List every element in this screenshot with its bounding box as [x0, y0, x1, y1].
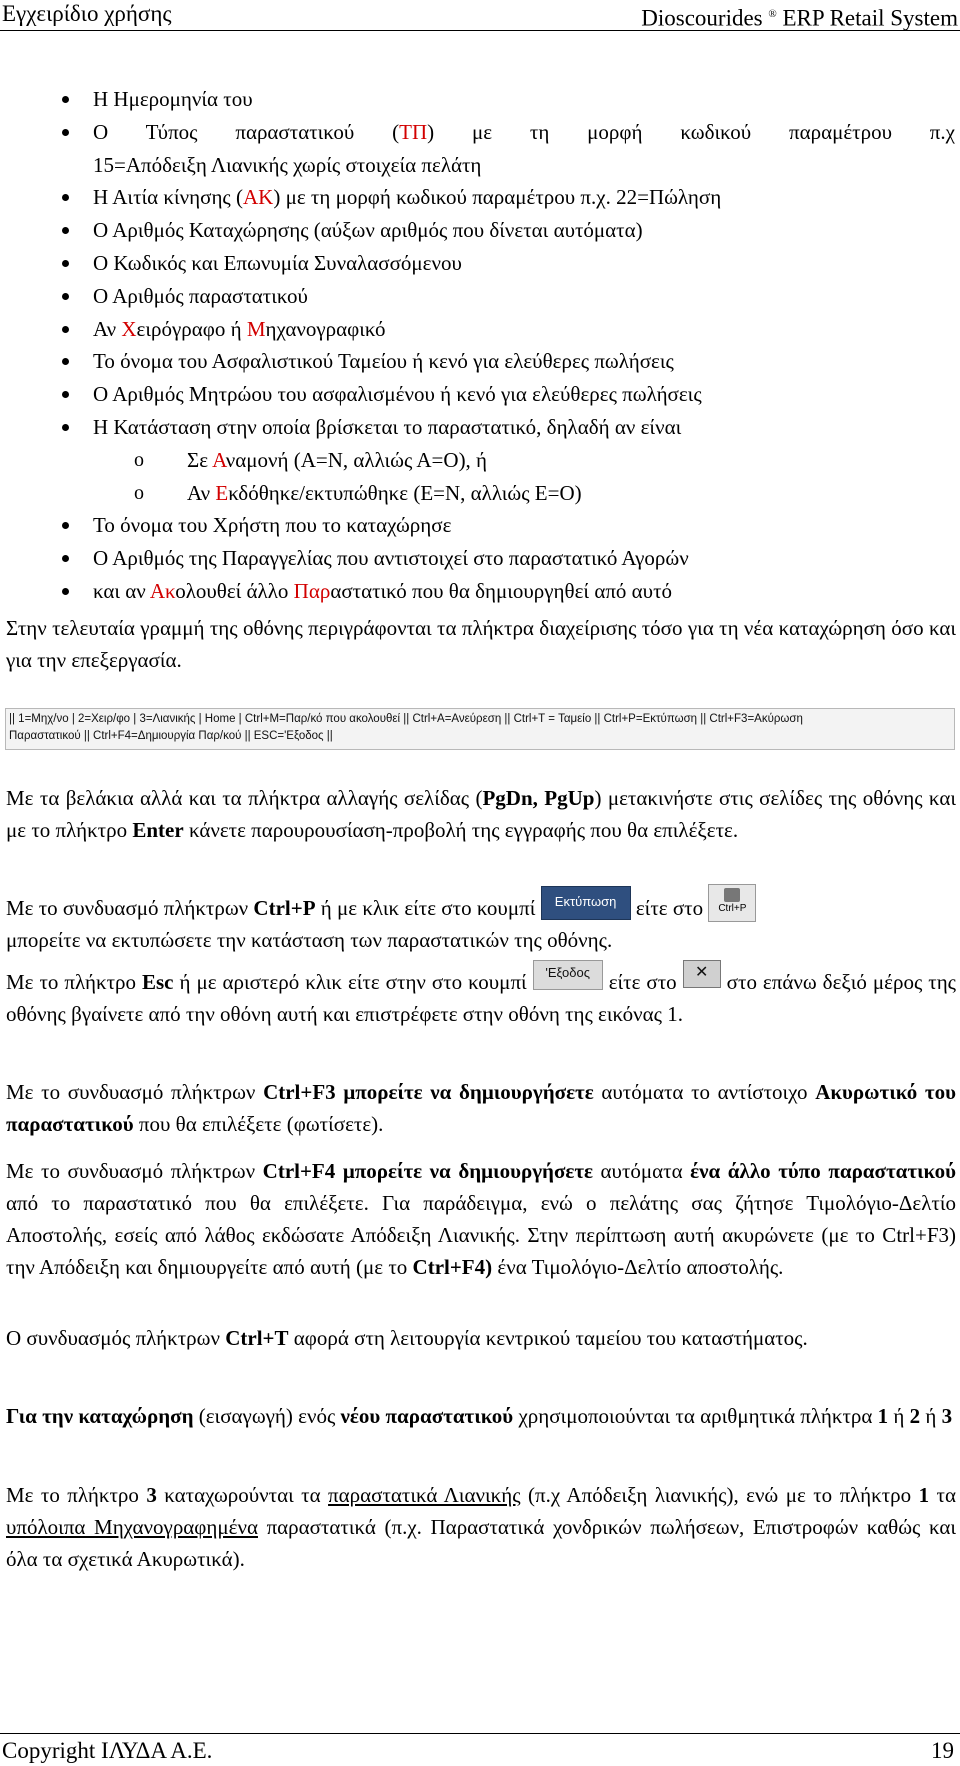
list-item: Ο Τύπος παραστατικού (ΤΠ) με τη μορφή κωδικού παραμέτρου π.χ [0, 116, 960, 149]
function-key-bar [5, 708, 955, 750]
sub-list-item: o Αν Εκδόθηκε/εκτυπώθηκε (Ε=Ν, αλλιώς Ε=Ο) [0, 477, 960, 510]
list-item-continuation: 15=Απόδειξη Λιανικής χωρίς στοιχεία πελάτη [93, 152, 482, 177]
list-item: Η Ημερομηνία του [0, 83, 960, 116]
list-item: Ο Κωδικός και Επωνυμία Συναλασσόμενου [0, 247, 960, 280]
paragraph-cancel: Με το συνδυασμό πλήκτρων Ctrl+F3 μπορείτε να δημιουργήσετε αυτόματα το αντίστοιχο Ακυρωτικό του παραστατικού που θα επιλέξετε (φωτίσετε). [6, 1080, 956, 1136]
list-item: Ο Αριθμός της Παραγγελίας που αντιστοιχεί στο παραστατικό Αγορών [0, 542, 960, 575]
print-button[interactable]: Εκτύπωση [541, 886, 631, 920]
list-item: Το όνομα του Χρήστη που το καταχώρησε [0, 509, 960, 542]
page-number: 19 [931, 1738, 954, 1763]
footer-copyright: Copyright ΙΛΥΔΑ Α.Ε. [2, 1738, 213, 1763]
list-item: Το όνομα του Ασφαλιστικού Ταμείου ή κενό για ελεύθερες πωλήσεις [0, 345, 960, 378]
paragraph-keys: Με το πλήκτρο 3 καταχωρούνται τα παραστατικά Λιανικής (π.χ Απόδειξη λιανικής), ενώ με το πλήκτρο 1 τα υπόλοιπα Μηχανογραφημένα παραστατικά (π.χ. Παραστατικά χονδρικών πωλήσεων, Επιστροφών καθώς και όλα τα σχετικά Ακυρωτικά). [6, 1483, 956, 1571]
close-icon[interactable]: ✕ [683, 960, 721, 988]
header-title: Εγχειρίδιο χρήσης [2, 1, 172, 26]
function-key-bar-line2: Παραστατικού || Ctrl+F4=Δημιουργία Παρ/κού || ESC='Εξοδος || [9, 730, 333, 742]
paragraph-exit: Με το πλήκτρο Esc ή με αριστερό κλικ είτε στην στο κουμπί 'Εξοδος είτε στο ✕ στο επάνω δεξιό μέρος της οθόνης βγαίνετε από την οθόνη αυτή και επιστρέφετε στην οθόνη της εικόνας 1. [6, 966, 956, 1030]
exit-button[interactable]: 'Εξοδος [533, 960, 603, 990]
list-item: Η Κατάσταση στην οποία βρίσκεται το παραστατικό, δηλαδή αν είναι [0, 411, 960, 444]
page-header [0, 0, 960, 31]
header-product: Dioscourides ® ERP Retail System [641, 5, 958, 31]
list-item: Ο Αριθμός Καταχώρησης (αύξων αριθμός που δίνεται αυτόματα) [0, 214, 960, 247]
page-footer [0, 1733, 960, 1766]
list-item: Αν Χειρόγραφο ή Μηχανογραφικό [0, 313, 960, 346]
list-item: Ο Αριθμός Μητρώου του ασφαλισμένου ή κενό για ελεύθερες πωλήσεις [0, 378, 960, 411]
paragraph-navigation: Με τα βελάκια αλλά και τα πλήκτρα αλλαγής σελίδας (PgDn, PgUp) μετακινήστε στις σελίδες της οθόνης και με το πλήκτρο Enter κάνετε παρουρουσίαση-προβολή της εγγραφής που θα επιλέξετε. [6, 786, 956, 842]
sub-list-item: o Σε Αναμονή (Α=Ν, αλλιώς Α=Ο), ή [0, 444, 960, 477]
paragraph-new-entry: Για την καταχώρηση (εισαγωγή) ενός νέου παραστατικού χρησιμοποιούνται τα αριθμητικά πλήκτρα 1 ή 2 ή 3 [6, 1404, 953, 1428]
printer-icon [724, 888, 740, 902]
paragraph-intro: Στην τελευταία γραμμή της οθόνης περιγράφονται τα πλήκτρα διαχείρισης τόσο για τη νέα καταχώρηση όσο και για την επεξεργασία. [6, 616, 956, 672]
field-list [0, 83, 960, 608]
paragraph-convert: Με το συνδυασμό πλήκτρων Ctrl+F4 μπορείτε να δημιουργήσετε αυτόματα ένα άλλο τύπο παραστατικού από το παραστατικό που θα επιλέξετε. Για παράδειγμα, ενώ ο πελάτης σας ζήτησε Τιμολόγιο-Δελτίο Αποστολής, εσείς από λάθος εκδώσατε Απόδειξη Λιανικής. Στην περίπτωση αυτή ακυρώνετε (με το Ctrl+F3) την Απόδειξη και δημιουργείτε από αυτή (με το Ctrl+F4) ένα Τιμολόγιο-Δελτίο αποστολής. [6, 1159, 956, 1279]
list-item: και αν Ακολουθεί άλλο Παραστατικό που θα δημιουργηθεί από αυτό [0, 575, 960, 608]
list-item: Η Αιτία κίνησης (ΑΚ) με τη μορφή κωδικού παραμέτρου π.χ. 22=Πώληση [0, 181, 960, 214]
paragraph-cashier: Ο συνδυασμός πλήκτρων Ctrl+T αφορά στη λειτουργία κεντρικού ταμείου του καταστήματος. [6, 1326, 808, 1350]
function-key-bar-line1: || 1=Μηχ/νο | 2=Χειρ/φο | 3=Λιανικής | Home | Ctrl+M=Παρ/κό που ακολουθεί || Ctrl+A=Ανεύρεση || Ctrl+T = Ταμείο || Ctrl+P=Εκτύπωση || Ctrl+F3=Ακύρωση [9, 713, 803, 725]
ctrlp-print-button[interactable]: Ctrl+P [708, 884, 756, 922]
list-item: Ο Αριθμός παραστατικού [0, 280, 960, 313]
paragraph-print: Με το συνδυασμό πλήκτρων Ctrl+P ή με κλικ είτε στο κουμπί Εκτύπωση είτε στο Ctrl+P μπορείτε να εκτυπώσετε την κατάσταση των παραστατικών της οθόνης. [6, 892, 956, 956]
